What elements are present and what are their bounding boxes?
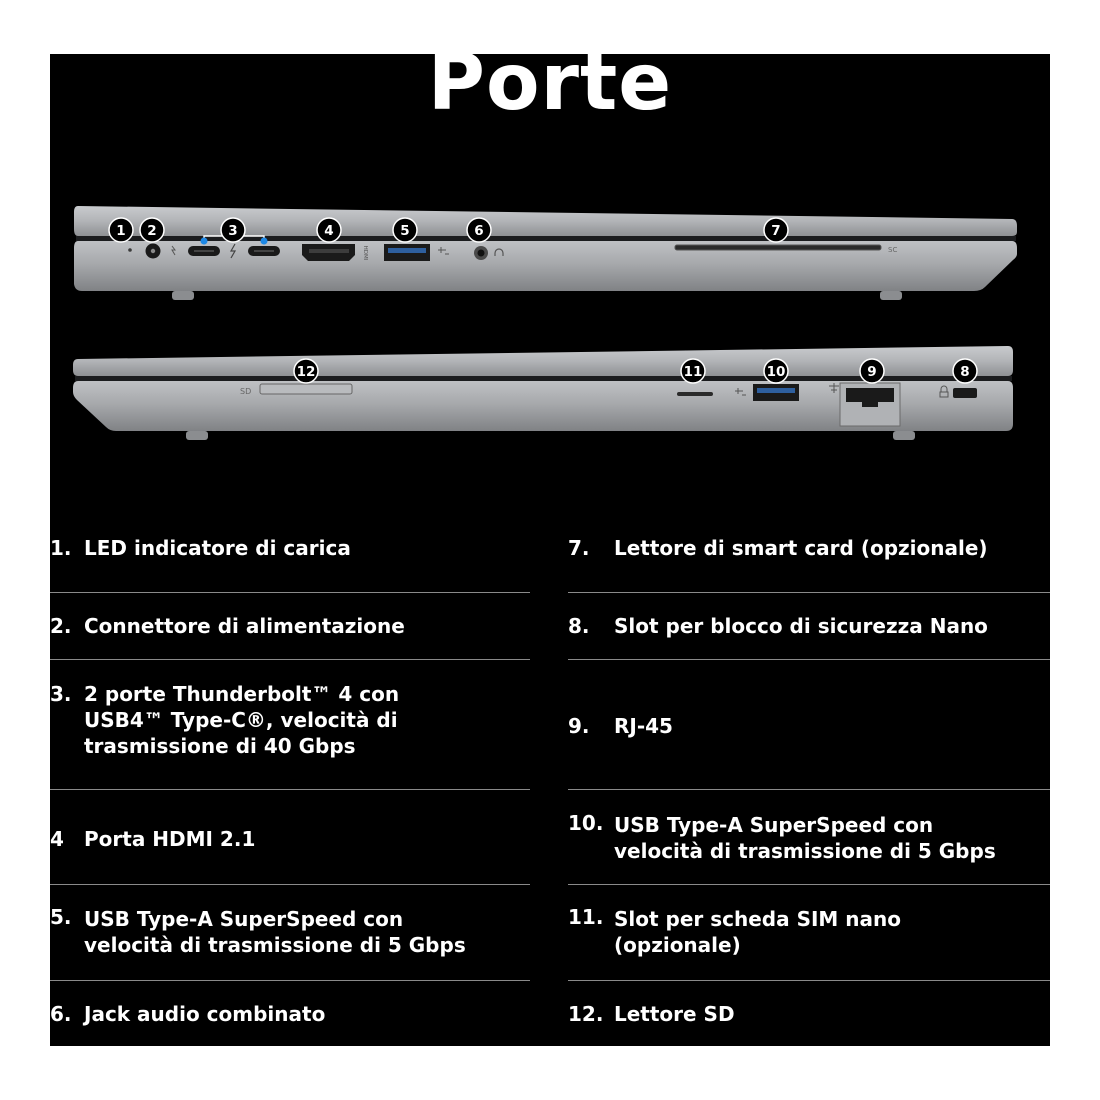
port-number: 7. <box>568 536 590 560</box>
row-divider <box>568 659 1050 660</box>
port-item-5 <box>50 904 530 960</box>
port-item-3 <box>50 681 530 761</box>
port-number: 3. <box>50 682 72 706</box>
callout-number-3: 3 <box>228 223 238 239</box>
thunderbolt-marker-dot <box>201 238 208 245</box>
left-side-lid <box>74 206 1017 236</box>
usb-a-port-tongue <box>757 388 795 393</box>
callout-number-11: 11 <box>683 364 703 380</box>
sc-label: SC <box>888 246 898 254</box>
port-number: 1. <box>50 536 72 560</box>
row-divider <box>568 980 1050 981</box>
callout-number-8: 8 <box>960 364 970 380</box>
callout-number-2: 2 <box>147 223 157 239</box>
port-label: Lettore di smart card (opzionale) <box>614 536 988 560</box>
port-label: LED indicatore di carica <box>84 536 351 560</box>
power-connector-pin <box>151 249 155 253</box>
port-label: USB Type-A SuperSpeed con velocità di trasmissione di 5 Gbps <box>84 907 466 957</box>
thunderbolt-port-tongue <box>254 250 274 252</box>
row-divider <box>568 789 1050 790</box>
callout-number-4: 4 <box>324 223 334 239</box>
usb-a-port-tongue <box>388 248 426 253</box>
port-number: 4 <box>50 827 64 851</box>
port-number: 5. <box>50 905 72 929</box>
laptop-left-side <box>74 206 1017 300</box>
callout-number-6: 6 <box>474 223 484 239</box>
port-label: Connettore di alimentazione <box>84 614 405 638</box>
left-side-foot <box>172 291 194 300</box>
row-divider <box>50 659 530 660</box>
callout-number-12: 12 <box>296 364 316 380</box>
port-label: Lettore SD <box>614 1002 735 1026</box>
port-number: 11. <box>568 905 604 929</box>
page-title: Porte <box>427 38 673 128</box>
port-item-11 <box>568 904 1050 960</box>
port-item-7 <box>568 530 1050 566</box>
port-number: 2. <box>50 614 72 638</box>
row-divider <box>568 592 1050 593</box>
audio-jack-hole <box>478 250 485 257</box>
port-label: 2 porte Thunderbolt™ 4 con USB4™ Type-C®, velocità di trasmissione di 40 Gbps <box>84 682 400 758</box>
row-divider <box>50 980 530 981</box>
port-item-12 <box>568 996 1050 1032</box>
right-side-foot <box>893 431 915 440</box>
sim-slot <box>677 392 713 396</box>
port-item-4 <box>50 821 530 857</box>
sd-label: SD <box>240 387 252 396</box>
port-number: 6. <box>50 1002 72 1026</box>
callout-number-10: 10 <box>766 364 786 380</box>
left-side-gap <box>76 236 1016 241</box>
callout-number-9: 9 <box>867 364 877 380</box>
hdmi-port-inner <box>309 249 349 253</box>
thunderbolt-port-tongue <box>194 250 214 252</box>
smart-card-slot <box>675 245 881 250</box>
sd-card-slot <box>260 384 352 394</box>
port-number: 8. <box>568 614 590 638</box>
right-side-foot <box>186 431 208 440</box>
callout-number-7: 7 <box>771 223 781 239</box>
port-item-10 <box>568 810 1050 866</box>
port-label: Jack audio combinato <box>84 1002 326 1026</box>
port-number: 10. <box>568 811 604 835</box>
callout-number-5: 5 <box>400 223 410 239</box>
port-number: 9. <box>568 714 590 738</box>
row-divider <box>568 884 1050 885</box>
port-label: Porta HDMI 2.1 <box>84 827 256 851</box>
port-label: Slot per scheda SIM nano (opzionale) <box>614 907 901 957</box>
port-number: 12. <box>568 1002 604 1026</box>
port-item-6 <box>50 996 530 1032</box>
left-side-foot <box>880 291 902 300</box>
port-label: RJ-45 <box>614 714 673 738</box>
port-item-2 <box>50 608 530 644</box>
thunderbolt-marker-dot <box>261 238 268 245</box>
port-item-1 <box>50 530 530 566</box>
security-lock-slot <box>953 388 977 398</box>
row-divider <box>50 789 530 790</box>
row-divider <box>50 592 530 593</box>
port-label: Slot per blocco di sicurezza Nano <box>614 614 988 638</box>
row-divider <box>50 884 530 885</box>
hdmi-label: HDMI <box>362 245 368 261</box>
port-item-8 <box>568 608 1050 644</box>
charge-led <box>128 248 132 252</box>
callout-number-1: 1 <box>116 223 126 239</box>
port-label: USB Type-A SuperSpeed con velocità di trasmissione di 5 Gbps <box>614 813 996 863</box>
port-item-9 <box>568 708 1050 744</box>
